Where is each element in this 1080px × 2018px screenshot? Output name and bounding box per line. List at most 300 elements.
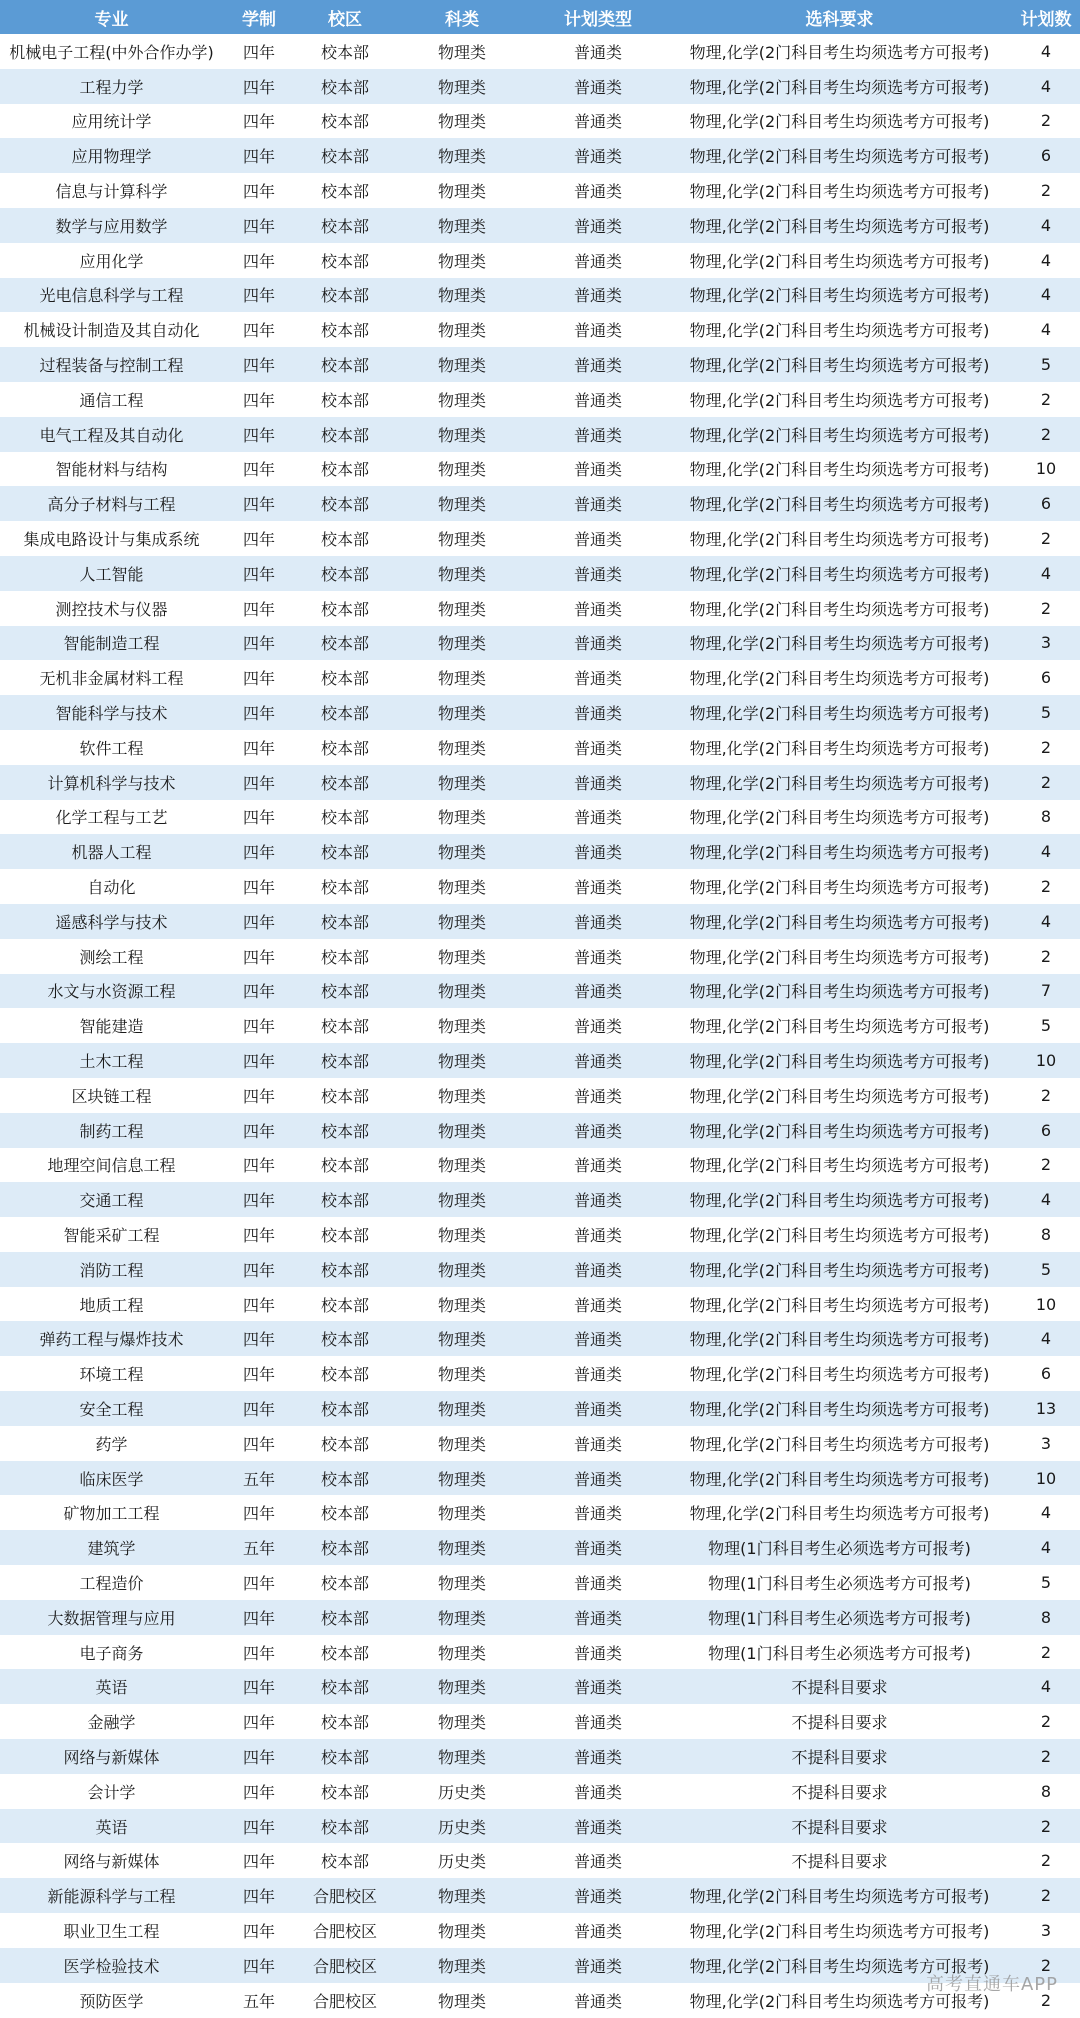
plan-type-cell: 普通类 [529,939,667,974]
plan-type-cell: 普通类 [529,695,667,730]
category-cell: 物理类 [395,382,529,417]
campus-cell: 校本部 [295,1217,395,1252]
subject-requirement-cell: 物理,化学(2门科目考生均须选考方可报考) [667,1182,1012,1217]
major-cell: 应用物理学 [0,138,223,173]
campus-cell: 校本部 [295,1182,395,1217]
duration-cell: 四年 [223,278,295,313]
plan-type-cell: 普通类 [529,765,667,800]
campus-cell: 校本部 [295,1843,395,1878]
table-row [0,1287,1080,1322]
campus-cell: 校本部 [295,312,395,347]
plan-count-cell: 4 [1012,834,1080,869]
major-cell: 智能采矿工程 [0,1217,223,1252]
plan-type-cell: 普通类 [529,1809,667,1844]
plan-type-cell: 普通类 [529,34,667,69]
subject-requirement-cell: 物理,化学(2门科目考生均须选考方可报考) [667,660,1012,695]
subject-requirement-cell: 物理,化学(2门科目考生均须选考方可报考) [667,278,1012,313]
subject-requirement-cell: 物理,化学(2门科目考生均须选考方可报考) [667,904,1012,939]
plan-type-cell: 普通类 [529,417,667,452]
plan-count-cell: 10 [1012,1461,1080,1496]
table-row [0,1913,1080,1948]
plan-type-cell: 普通类 [529,904,667,939]
duration-cell: 四年 [223,1704,295,1739]
category-cell: 物理类 [395,1704,529,1739]
major-cell: 自动化 [0,869,223,904]
plan-count-cell: 5 [1012,1008,1080,1043]
major-cell: 地理空间信息工程 [0,1148,223,1183]
major-cell: 机器人工程 [0,834,223,869]
category-cell: 物理类 [395,1913,529,1948]
major-cell: 无机非金属材料工程 [0,660,223,695]
header-subject-requirement: 选科要求 [667,0,1012,34]
duration-cell: 四年 [223,869,295,904]
table-row [0,626,1080,661]
plan-type-cell: 普通类 [529,1600,667,1635]
plan-type-cell: 普通类 [529,1635,667,1670]
table-row [0,138,1080,173]
campus-cell: 校本部 [295,34,395,69]
table-row [0,660,1080,695]
major-cell: 集成电路设计与集成系统 [0,521,223,556]
plan-type-cell: 普通类 [529,660,667,695]
subject-requirement-cell: 物理,化学(2门科目考生均须选考方可报考) [667,1008,1012,1043]
plan-count-cell: 2 [1012,1809,1080,1844]
category-cell: 物理类 [395,1148,529,1183]
subject-requirement-cell: 物理,化学(2门科目考生均须选考方可报考) [667,347,1012,382]
subject-requirement-cell: 物理,化学(2门科目考生均须选考方可报考) [667,834,1012,869]
duration-cell: 四年 [223,138,295,173]
duration-cell: 五年 [223,1461,295,1496]
subject-requirement-cell: 物理(1门科目考生必须选考方可报考) [667,1530,1012,1565]
plan-type-cell: 普通类 [529,1252,667,1287]
plan-count-cell: 10 [1012,1043,1080,1078]
campus-cell: 校本部 [295,1148,395,1183]
table-row [0,417,1080,452]
plan-count-cell: 2 [1012,173,1080,208]
duration-cell: 四年 [223,1635,295,1670]
plan-type-cell: 普通类 [529,1078,667,1113]
header-plan-count: 计划数 [1012,0,1080,34]
major-cell: 制药工程 [0,1113,223,1148]
campus-cell: 校本部 [295,1495,395,1530]
header-plan-type: 计划类型 [529,0,667,34]
campus-cell: 校本部 [295,869,395,904]
subject-requirement-cell: 物理,化学(2门科目考生均须选考方可报考) [667,1461,1012,1496]
table-row [0,1182,1080,1217]
category-cell: 物理类 [395,1600,529,1635]
plan-type-cell: 普通类 [529,278,667,313]
plan-count-cell: 2 [1012,104,1080,139]
plan-count-cell: 4 [1012,312,1080,347]
plan-count-cell: 3 [1012,1426,1080,1461]
campus-cell: 校本部 [295,278,395,313]
duration-cell: 四年 [223,939,295,974]
duration-cell: 四年 [223,1843,295,1878]
subject-requirement-cell: 物理,化学(2门科目考生均须选考方可报考) [667,312,1012,347]
plan-type-cell: 普通类 [529,521,667,556]
campus-cell: 校本部 [295,69,395,104]
table-row [0,452,1080,487]
plan-type-cell: 普通类 [529,869,667,904]
table-row [0,208,1080,243]
category-cell: 物理类 [395,1878,529,1913]
duration-cell: 四年 [223,1217,295,1252]
plan-type-cell: 普通类 [529,347,667,382]
subject-requirement-cell: 物理,化学(2门科目考生均须选考方可报考) [667,1426,1012,1461]
campus-cell: 校本部 [295,382,395,417]
category-cell: 物理类 [395,278,529,313]
plan-type-cell: 普通类 [529,800,667,835]
table-row [0,1391,1080,1426]
major-cell: 工程造价 [0,1565,223,1600]
major-cell: 人工智能 [0,556,223,591]
subject-requirement-cell: 物理,化学(2门科目考生均须选考方可报考) [667,1495,1012,1530]
duration-cell: 四年 [223,1878,295,1913]
plan-type-cell: 普通类 [529,730,667,765]
plan-count-cell: 4 [1012,278,1080,313]
major-cell: 电气工程及其自动化 [0,417,223,452]
plan-type-cell: 普通类 [529,591,667,626]
plan-type-cell: 普通类 [529,626,667,661]
category-cell: 物理类 [395,1113,529,1148]
duration-cell: 四年 [223,1600,295,1635]
subject-requirement-cell: 物理,化学(2门科目考生均须选考方可报考) [667,1148,1012,1183]
subject-requirement-cell: 物理,化学(2门科目考生均须选考方可报考) [667,173,1012,208]
subject-requirement-cell: 物理,化学(2门科目考生均须选考方可报考) [667,243,1012,278]
subject-requirement-cell: 不提科目要求 [667,1809,1012,1844]
category-cell: 物理类 [395,1252,529,1287]
plan-type-cell: 普通类 [529,1217,667,1252]
plan-type-cell: 普通类 [529,104,667,139]
subject-requirement-cell: 物理,化学(2门科目考生均须选考方可报考) [667,1878,1012,1913]
table-row [0,1983,1080,2018]
campus-cell: 校本部 [295,695,395,730]
table-row [0,382,1080,417]
plan-type-cell: 普通类 [529,1148,667,1183]
table-row [0,1704,1080,1739]
subject-requirement-cell: 物理,化学(2门科目考生均须选考方可报考) [667,521,1012,556]
category-cell: 物理类 [395,173,529,208]
subject-requirement-cell: 物理(1门科目考生必须选考方可报考) [667,1565,1012,1600]
subject-requirement-cell: 物理,化学(2门科目考生均须选考方可报考) [667,69,1012,104]
campus-cell: 校本部 [295,765,395,800]
major-cell: 智能科学与技术 [0,695,223,730]
subject-requirement-cell: 物理,化学(2门科目考生均须选考方可报考) [667,591,1012,626]
subject-requirement-cell: 物理,化学(2门科目考生均须选考方可报考) [667,1252,1012,1287]
table-row [0,1252,1080,1287]
table-row [0,173,1080,208]
campus-cell: 校本部 [295,1008,395,1043]
category-cell: 物理类 [395,939,529,974]
plan-count-cell: 5 [1012,347,1080,382]
subject-requirement-cell: 物理,化学(2门科目考生均须选考方可报考) [667,1287,1012,1322]
major-cell: 英语 [0,1669,223,1704]
major-cell: 工程力学 [0,69,223,104]
table-row [0,1669,1080,1704]
category-cell: 历史类 [395,1809,529,1844]
table-row [0,1878,1080,1913]
campus-cell: 校本部 [295,800,395,835]
category-cell: 物理类 [395,556,529,591]
category-cell: 物理类 [395,695,529,730]
plan-type-cell: 普通类 [529,452,667,487]
duration-cell: 四年 [223,974,295,1009]
table-row [0,1461,1080,1496]
table-row [0,347,1080,382]
campus-cell: 校本部 [295,1739,395,1774]
duration-cell: 四年 [223,1948,295,1983]
major-cell: 新能源科学与工程 [0,1878,223,1913]
table-row [0,1948,1080,1983]
category-cell: 物理类 [395,1669,529,1704]
plan-count-cell: 5 [1012,1252,1080,1287]
duration-cell: 四年 [223,1078,295,1113]
subject-requirement-cell: 物理,化学(2门科目考生均须选考方可报考) [667,800,1012,835]
table-row [0,1530,1080,1565]
plan-count-cell: 2 [1012,1739,1080,1774]
subject-requirement-cell: 物理,化学(2门科目考生均须选考方可报考) [667,765,1012,800]
major-cell: 金融学 [0,1704,223,1739]
campus-cell: 合肥校区 [295,1983,395,2018]
plan-count-cell: 2 [1012,382,1080,417]
plan-count-cell: 8 [1012,1217,1080,1252]
campus-cell: 校本部 [295,1287,395,1322]
duration-cell: 四年 [223,1809,295,1844]
major-cell: 药学 [0,1426,223,1461]
campus-cell: 校本部 [295,521,395,556]
table-row [0,1217,1080,1252]
category-cell: 物理类 [395,486,529,521]
major-cell: 智能材料与结构 [0,452,223,487]
category-cell: 物理类 [395,800,529,835]
major-cell: 交通工程 [0,1182,223,1217]
category-cell: 物理类 [395,660,529,695]
category-cell: 物理类 [395,1356,529,1391]
plan-count-cell: 4 [1012,1321,1080,1356]
subject-requirement-cell: 物理,化学(2门科目考生均须选考方可报考) [667,1391,1012,1426]
major-cell: 预防医学 [0,1983,223,2018]
campus-cell: 校本部 [295,486,395,521]
plan-count-cell: 10 [1012,452,1080,487]
header-campus: 校区 [295,0,395,34]
subject-requirement-cell: 物理,化学(2门科目考生均须选考方可报考) [667,208,1012,243]
duration-cell: 四年 [223,904,295,939]
table-row [0,1843,1080,1878]
campus-cell: 校本部 [295,556,395,591]
duration-cell: 四年 [223,486,295,521]
campus-cell: 校本部 [295,104,395,139]
category-cell: 物理类 [395,1983,529,2018]
plan-count-cell: 4 [1012,556,1080,591]
campus-cell: 校本部 [295,939,395,974]
major-cell: 消防工程 [0,1252,223,1287]
major-cell: 网络与新媒体 [0,1739,223,1774]
major-cell: 通信工程 [0,382,223,417]
campus-cell: 校本部 [295,417,395,452]
table-row [0,834,1080,869]
plan-count-cell: 2 [1012,417,1080,452]
duration-cell: 四年 [223,1113,295,1148]
campus-cell: 校本部 [295,1704,395,1739]
table-row [0,1495,1080,1530]
campus-cell: 校本部 [295,1252,395,1287]
subject-requirement-cell: 物理,化学(2门科目考生均须选考方可报考) [667,1078,1012,1113]
plan-type-cell: 普通类 [529,1530,667,1565]
duration-cell: 四年 [223,1426,295,1461]
plan-count-cell: 2 [1012,591,1080,626]
table-row [0,1809,1080,1844]
plan-count-cell: 4 [1012,208,1080,243]
plan-type-cell: 普通类 [529,382,667,417]
campus-cell: 校本部 [295,626,395,661]
table-row [0,1565,1080,1600]
table-row [0,974,1080,1009]
table-row [0,1148,1080,1183]
subject-requirement-cell: 物理,化学(2门科目考生均须选考方可报考) [667,869,1012,904]
campus-cell: 校本部 [295,1809,395,1844]
subject-requirement-cell: 物理,化学(2门科目考生均须选考方可报考) [667,730,1012,765]
category-cell: 物理类 [395,1182,529,1217]
plan-type-cell: 普通类 [529,1774,667,1809]
campus-cell: 校本部 [295,208,395,243]
duration-cell: 四年 [223,452,295,487]
category-cell: 物理类 [395,1948,529,1983]
plan-count-cell: 6 [1012,486,1080,521]
category-cell: 物理类 [395,417,529,452]
plan-count-cell: 2 [1012,1078,1080,1113]
major-cell: 信息与计算科学 [0,173,223,208]
subject-requirement-cell: 物理,化学(2门科目考生均须选考方可报考) [667,382,1012,417]
plan-count-cell: 2 [1012,765,1080,800]
table-row [0,1774,1080,1809]
subject-requirement-cell: 物理,化学(2门科目考生均须选考方可报考) [667,1043,1012,1078]
plan-type-cell: 普通类 [529,834,667,869]
major-cell: 地质工程 [0,1287,223,1322]
duration-cell: 四年 [223,1043,295,1078]
plan-type-cell: 普通类 [529,1008,667,1043]
plan-count-cell: 2 [1012,521,1080,556]
campus-cell: 校本部 [295,452,395,487]
plan-count-cell: 2 [1012,1843,1080,1878]
plan-type-cell: 普通类 [529,1983,667,2018]
subject-requirement-cell: 物理,化学(2门科目考生均须选考方可报考) [667,1321,1012,1356]
major-cell: 大数据管理与应用 [0,1600,223,1635]
duration-cell: 四年 [223,1321,295,1356]
subject-requirement-cell: 物理(1门科目考生必须选考方可报考) [667,1600,1012,1635]
table-row [0,34,1080,69]
plan-count-cell: 6 [1012,138,1080,173]
plan-type-cell: 普通类 [529,1391,667,1426]
duration-cell: 四年 [223,208,295,243]
subject-requirement-cell: 物理,化学(2门科目考生均须选考方可报考) [667,1913,1012,1948]
major-cell: 软件工程 [0,730,223,765]
campus-cell: 校本部 [295,974,395,1009]
plan-count-cell: 4 [1012,904,1080,939]
category-cell: 物理类 [395,904,529,939]
category-cell: 物理类 [395,1217,529,1252]
table-row [0,1426,1080,1461]
plan-count-cell: 2 [1012,1148,1080,1183]
plan-count-cell: 2 [1012,1704,1080,1739]
campus-cell: 校本部 [295,1774,395,1809]
plan-count-cell: 3 [1012,1913,1080,1948]
plan-type-cell: 普通类 [529,1565,667,1600]
plan-count-cell: 4 [1012,69,1080,104]
duration-cell: 四年 [223,69,295,104]
subject-requirement-cell: 物理,化学(2门科目考生均须选考方可报考) [667,556,1012,591]
campus-cell: 校本部 [295,660,395,695]
header-category: 科类 [395,0,529,34]
category-cell: 物理类 [395,626,529,661]
major-cell: 遥感科学与技术 [0,904,223,939]
table-row [0,1008,1080,1043]
plan-count-cell: 4 [1012,34,1080,69]
plan-count-cell: 2 [1012,1878,1080,1913]
subject-requirement-cell: 物理,化学(2门科目考生均须选考方可报考) [667,34,1012,69]
plan-type-cell: 普通类 [529,1356,667,1391]
category-cell: 历史类 [395,1774,529,1809]
category-cell: 物理类 [395,521,529,556]
campus-cell: 校本部 [295,730,395,765]
table-row [0,312,1080,347]
category-cell: 物理类 [395,1461,529,1496]
plan-count-cell: 10 [1012,1287,1080,1322]
campus-cell: 校本部 [295,347,395,382]
table-row [0,521,1080,556]
category-cell: 物理类 [395,1635,529,1670]
major-cell: 测控技术与仪器 [0,591,223,626]
category-cell: 物理类 [395,452,529,487]
plan-count-cell: 3 [1012,626,1080,661]
major-cell: 水文与水资源工程 [0,974,223,1009]
major-cell: 光电信息科学与工程 [0,278,223,313]
table-row [0,69,1080,104]
subject-requirement-cell: 物理,化学(2门科目考生均须选考方可报考) [667,626,1012,661]
category-cell: 物理类 [395,1739,529,1774]
table-row [0,278,1080,313]
plan-type-cell: 普通类 [529,173,667,208]
duration-cell: 四年 [223,34,295,69]
major-cell: 高分子材料与工程 [0,486,223,521]
plan-count-cell: 2 [1012,1983,1080,2018]
major-cell: 临床医学 [0,1461,223,1496]
plan-type-cell: 普通类 [529,556,667,591]
category-cell: 物理类 [395,347,529,382]
table-row [0,869,1080,904]
campus-cell: 校本部 [295,138,395,173]
duration-cell: 四年 [223,765,295,800]
campus-cell: 校本部 [295,1600,395,1635]
plan-type-cell: 普通类 [529,138,667,173]
duration-cell: 四年 [223,1774,295,1809]
major-cell: 机械电子工程(中外合作办学) [0,34,223,69]
duration-cell: 四年 [223,104,295,139]
category-cell: 物理类 [395,243,529,278]
category-cell: 物理类 [395,1565,529,1600]
header-major: 专业 [0,0,223,34]
duration-cell: 四年 [223,800,295,835]
table-row [0,1043,1080,1078]
header-duration: 学制 [223,0,295,34]
duration-cell: 四年 [223,1913,295,1948]
duration-cell: 四年 [223,1391,295,1426]
plan-count-cell: 4 [1012,1495,1080,1530]
plan-count-cell: 4 [1012,1182,1080,1217]
duration-cell: 四年 [223,695,295,730]
campus-cell: 校本部 [295,1078,395,1113]
plan-count-cell: 13 [1012,1391,1080,1426]
plan-count-cell: 5 [1012,1565,1080,1600]
